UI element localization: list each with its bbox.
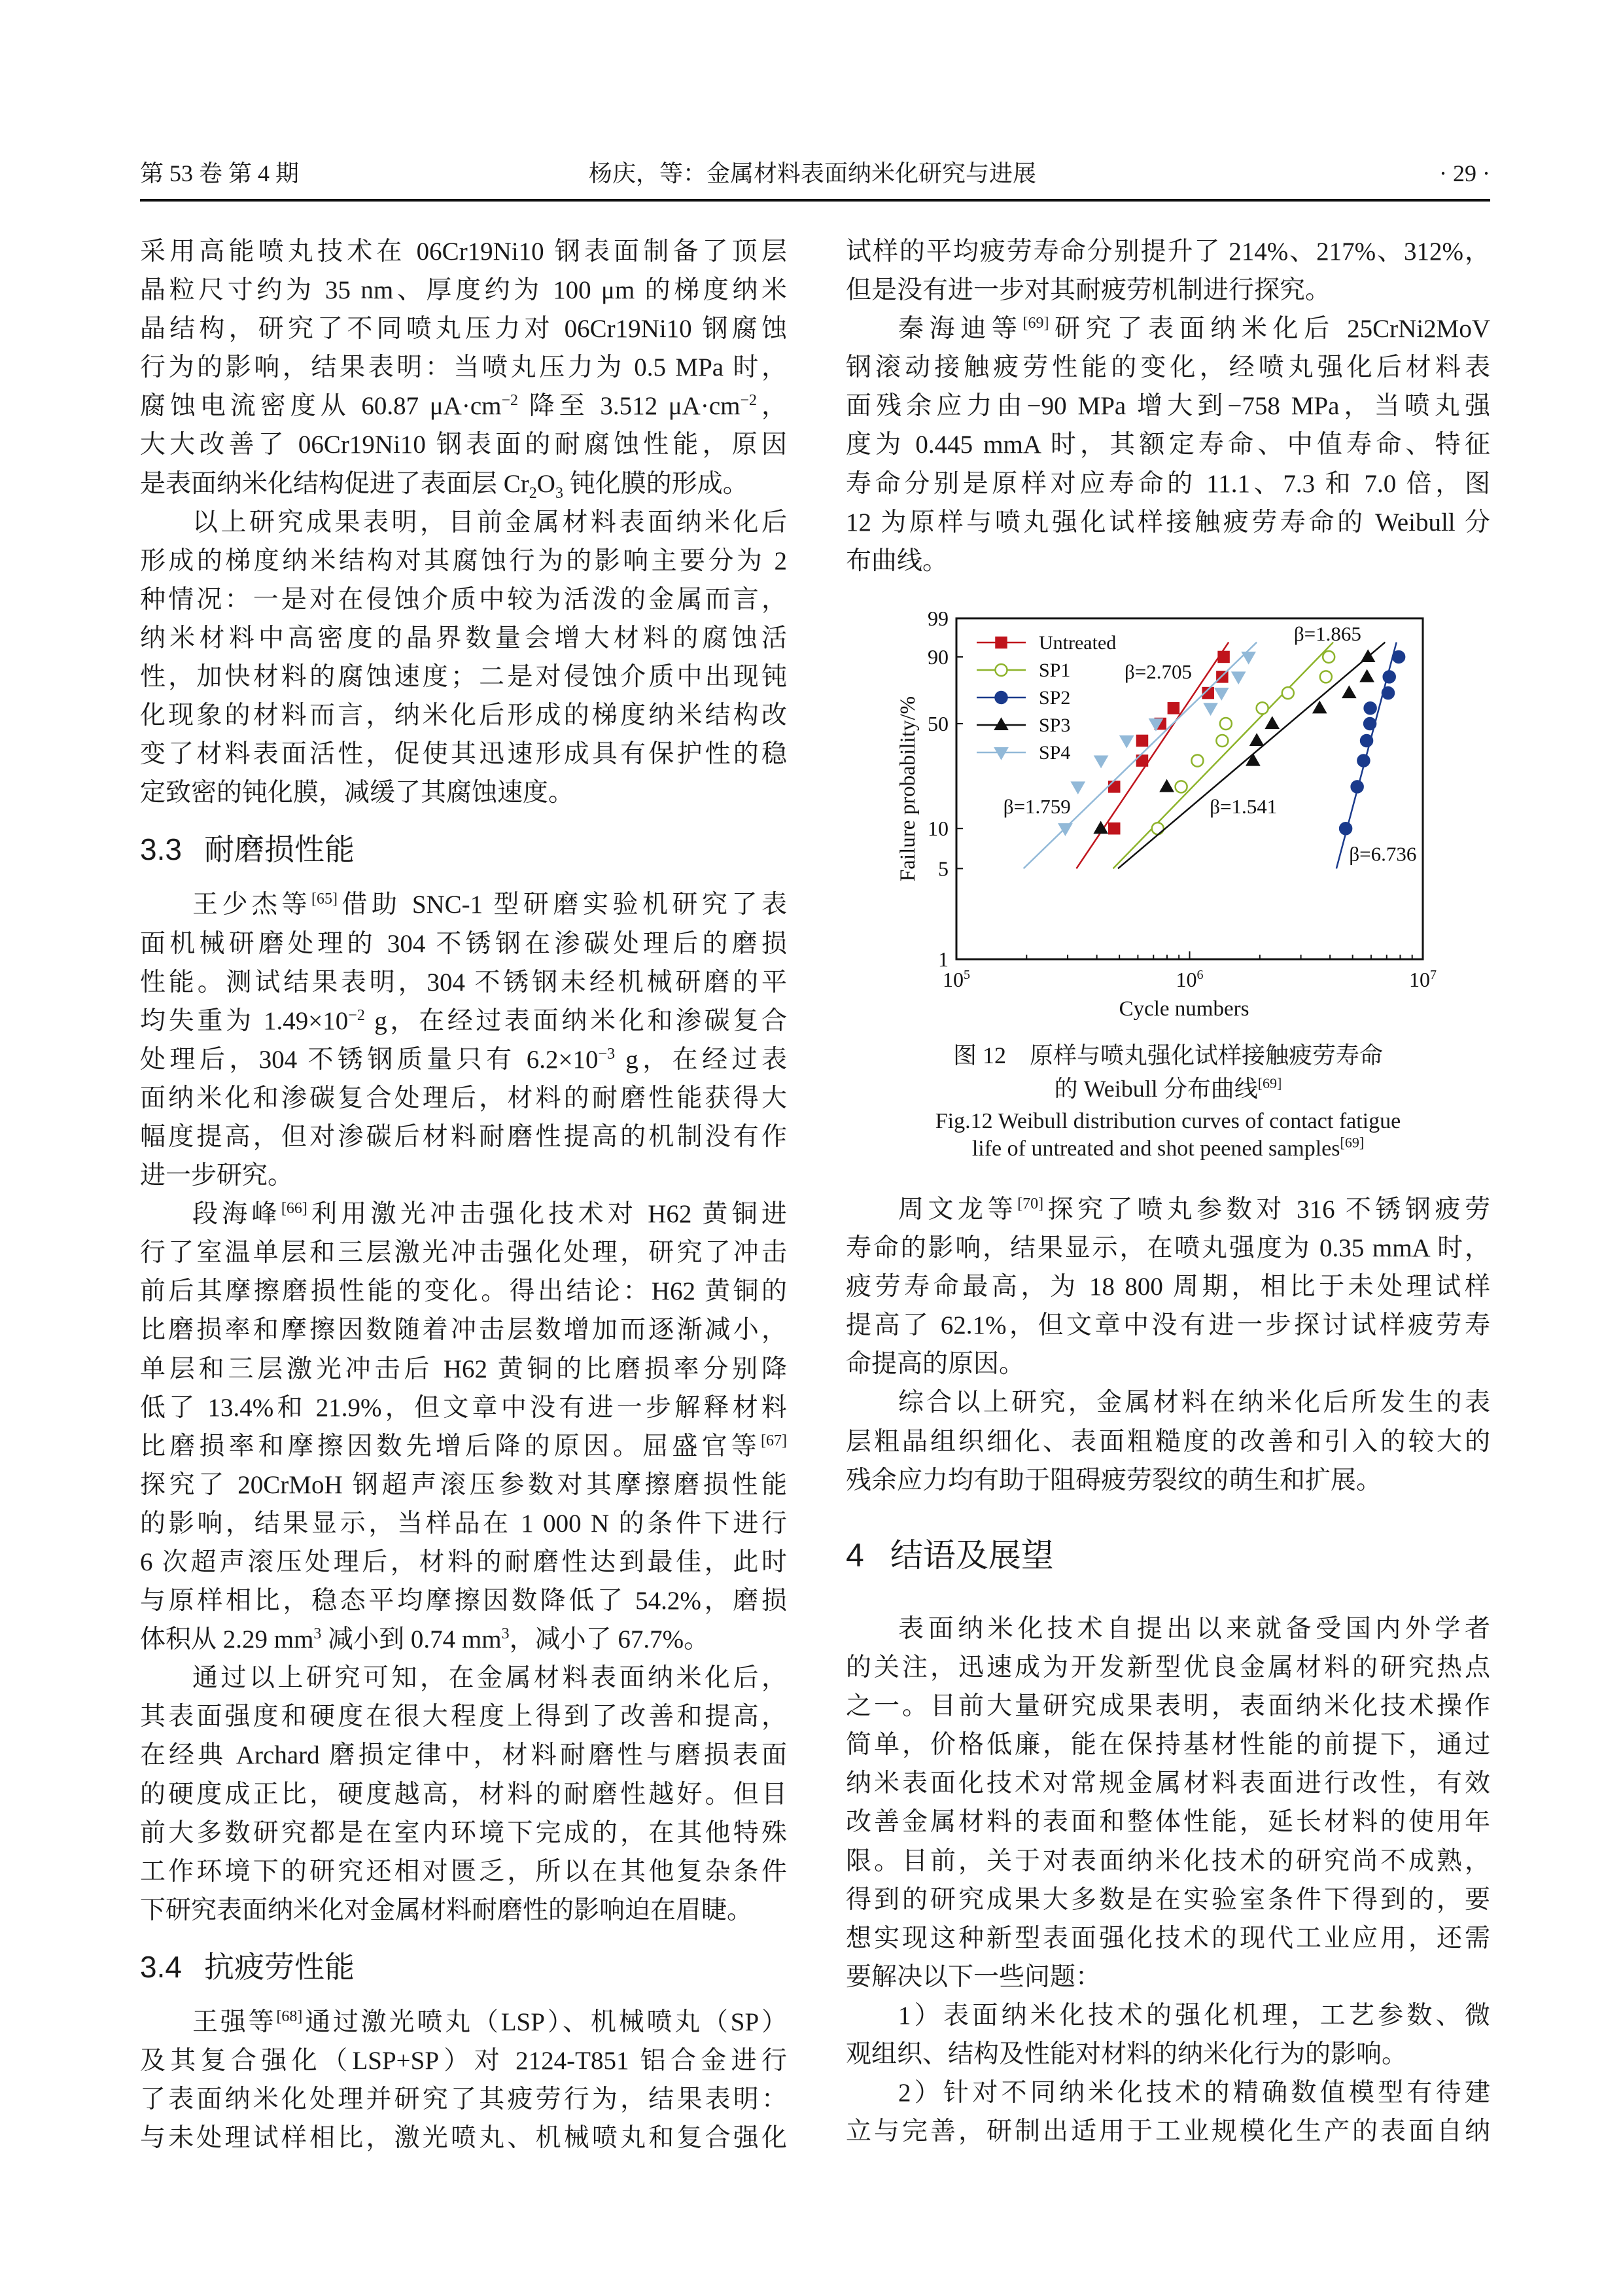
data-point-sp2: [1357, 755, 1369, 767]
legend-label: SP2: [1039, 687, 1071, 709]
text-line: 段海峰[66]利用激光冲击强化技术对 H62 黄铜进: [192, 1200, 787, 1229]
text-line: 纳米材料中高密度的晶界数量会增大材料的腐蚀活: [140, 624, 787, 652]
text-line: 疲劳寿命最高，为 18 800 周期，相比于未处理试样: [846, 1273, 1490, 1301]
text-line: 其表面强度和硬度在很大程度上得到了改善和提高，: [140, 1703, 787, 1731]
paragraph: [846, 309, 1490, 580]
data-point-sp3: [1266, 718, 1278, 728]
text-line: 但是没有进一步对其耐疲劳机制进行探究。: [846, 276, 1331, 305]
paragraph: [846, 1383, 1490, 1499]
paragraph: [140, 503, 787, 813]
paragraph: [140, 2003, 787, 2157]
text-line: 采用高能喷丸技术在 06Cr19Ni10 钢表面制备了顶层: [140, 238, 787, 266]
data-point-sp3: [1095, 822, 1107, 833]
header-rule: [140, 199, 1490, 202]
text-line: 大大改善了 06Cr19Ni10 钢表面的耐腐蚀性能，原因: [140, 431, 787, 459]
text-line: 比磨损率和摩擦因数先增后降的原因。屈盛官等[67]: [140, 1432, 787, 1460]
text-line: 种情况：一是对在侵蚀介质中较为活泼的金属而言，: [140, 585, 787, 614]
data-point-sp1: [1216, 735, 1228, 747]
text-line: 幅度提高，但对渗碳后材料耐磨性提高的机制没有作: [140, 1122, 787, 1151]
text-line: 体积从 2.29 $mm^3$ 减小到 0.74 $mm^3$，减小了 67.7%。: [140, 1625, 710, 1654]
paragraph: [140, 885, 787, 1195]
data-point-sp4: [1232, 673, 1244, 683]
text-line: 了表面纳米化处理并研究了其疲劳行为，结果表明：: [140, 2085, 787, 2114]
data-point-sp1: [1152, 822, 1164, 834]
x-axis-label: Cycle numbers: [1119, 997, 1249, 1021]
x-tick-label: $10^7$: [1409, 968, 1437, 991]
text-line: 限。目前，关于对表面纳米化技术的研究尚不成熟，: [846, 1846, 1490, 1875]
superscript: [69]: [1257, 1075, 1282, 1091]
data-point-sp3: [1343, 687, 1355, 698]
text-line: 面机械研磨处理的 304 不锈钢在渗碳处理后的磨损: [140, 929, 787, 958]
weibull-chart: [877, 589, 1465, 1034]
superscript: [69]: [1022, 315, 1049, 332]
y-tick-label: 5: [938, 857, 949, 881]
paragraph: [140, 1195, 787, 1659]
legend-marker: [996, 664, 1007, 676]
text-line: 表面纳米化技术自提出以来就备受国内外学者: [898, 1615, 1490, 1643]
paragraph: [846, 1190, 1490, 1383]
data-point-sp3: [1161, 781, 1172, 791]
data-point-sp3: [1314, 702, 1325, 713]
y-axis-label: Failure probability/%: [896, 696, 920, 882]
text-line: 寿命的影响，结果显示，在喷丸强度为 0.35 mmA 时，: [846, 1234, 1490, 1263]
text-line: 的关注，迅速成为开发新型优良金属材料的研究热点: [846, 1653, 1490, 1682]
data-point-sp1: [1191, 755, 1203, 767]
text-line: 及其复合强化（LSP+SP）对 2124-T851 铝合金进行: [140, 2047, 787, 2075]
text-line: 王强等[68]通过激光喷丸（LSP）、机械喷丸（SP）: [192, 2007, 787, 2036]
data-point-sp2: [1365, 702, 1376, 714]
text-line: 综合以上研究，金属材料在纳米化后所发生的表: [898, 1388, 1490, 1417]
text-line: 下研究表面纳米化对金属材料耐磨性的影响迫在眉睫。: [140, 1896, 753, 1924]
y-tick-label: 99: [928, 607, 949, 630]
paragraph: [846, 1996, 1490, 2074]
text-line: 布曲线。: [846, 546, 949, 575]
text-line: 通过以上研究可知，在金属材料表面纳米化后，: [192, 1664, 787, 1693]
data-point-sp3: [1361, 671, 1372, 681]
legend-label: SP4: [1039, 742, 1071, 764]
legend-label: SP3: [1039, 715, 1071, 736]
text-line: 纳米表面化技术对常规金属材料表面进行改性，有效: [846, 1769, 1490, 1798]
text-line: 前大多数研究都是在室内环境下完成的，在其他特殊: [140, 1818, 787, 1847]
data-point-sp4: [1072, 783, 1084, 793]
text-line: 行了室温单层和三层激光冲击强化处理，研究了冲击: [140, 1239, 787, 1267]
text-line: 改善金属材料的表面和整体性能，延长材料的使用年: [846, 1808, 1490, 1837]
section-number: 4: [846, 1537, 864, 1574]
text-line: 与未处理试样相比，激光喷丸、机械喷丸和复合强化: [140, 2124, 787, 2153]
text-line: 残余应力均有助于阻碍疲劳裂纹的萌生和扩展。: [846, 1466, 1382, 1494]
text-line: 晶粒尺寸约为 35 nm、厚度约为 100 μm 的梯度纳米: [140, 276, 787, 305]
legend-marker: [996, 692, 1007, 703]
text-line: 度为 0.445 mmA 时，其额定寿命、中值寿命、特征: [846, 431, 1490, 459]
text-line: 性能。测试结果表明，304 不锈钢未经机械研磨的平: [140, 968, 787, 997]
subscript: 2: [529, 484, 537, 502]
data-point-sp2: [1352, 781, 1363, 792]
data-point-untreated: [1109, 823, 1119, 834]
data-point-untreated: [1168, 703, 1179, 713]
text-line: 以上研究成果表明，目前金属材料表面纳米化后: [192, 508, 787, 537]
section-title: 结语及展望: [890, 1537, 1054, 1574]
beta-annotation: β=1.759: [1003, 794, 1071, 818]
superscript: 3: [313, 1625, 322, 1643]
data-point-sp3: [1251, 735, 1263, 745]
text-line: 周文龙等[70]探究了喷丸参数对 316 不锈钢疲劳: [898, 1195, 1490, 1224]
text-line: 面纳米化和渗碳复合处理后，材料的耐磨性能获得大: [140, 1084, 787, 1112]
text-line: 王少杰等[65]借助 SNC-1 型研磨实验机研究了表: [192, 891, 787, 919]
text-line: 探究了 20CrMoH 钢超声滚压参数对其摩擦磨损性能: [140, 1470, 787, 1499]
paragraph: [140, 232, 787, 503]
figure-caption-zh-line1: 图 12 原样与喷丸强化试样接触疲劳寿命: [952, 1042, 1383, 1069]
text-line: 工作环境下的研究还相对匮乏，所以在其他复杂条件: [140, 1857, 787, 1886]
text-line: 的影响，结果显示，当样品在 1 000 N 的条件下进行: [140, 1509, 787, 1538]
data-point-sp4: [1242, 652, 1254, 663]
data-point-sp2: [1384, 671, 1395, 682]
text-line: 面残余应力由−90 MPa 增大到−758 MPa，当喷丸强: [846, 392, 1490, 421]
beta-annotation: β=1.865: [1293, 622, 1361, 646]
text-line: 命提高的原因。: [846, 1350, 1025, 1379]
text-line: 寿命分别是原样对应寿命的 11.1、7.3 和 7.0 倍，图: [846, 469, 1490, 498]
header-running-title: 杨庆，等：金属材料表面纳米化研究与进展: [589, 160, 1037, 186]
x-tick-label: $10^6$: [1176, 968, 1204, 991]
text-line: 试样的平均疲劳寿命分别提升了 214%、217%、312%，: [846, 238, 1490, 266]
superscript: −2: [740, 392, 758, 410]
text-line: 与原样相比，稳态平均摩擦因数降低了 54.2%，磨损: [140, 1587, 787, 1616]
text-line: 秦海迪等[69]研究了表面纳米化后 25CrNi2MoV: [898, 315, 1490, 344]
text-line: 观组织、结构及性能对材料的纳米化行为的影响。: [846, 2040, 1408, 2069]
data-point-sp1: [1282, 687, 1294, 699]
data-point-sp1: [1320, 671, 1332, 682]
text-line: 在经典 Archard 磨损定律中，材料耐磨性与磨损表面: [140, 1741, 787, 1770]
data-point-sp1: [1257, 702, 1268, 714]
beta-annotation: β=1.541: [1210, 794, 1278, 818]
header-page-number: · 29 ·: [1439, 160, 1490, 186]
text-line: 钢滚动接触疲劳性能的变化，经喷丸强化后材料表: [846, 353, 1490, 382]
section-title: 抗疲劳性能: [203, 1949, 355, 1984]
text-line: 要解决以下一些问题：: [846, 1962, 1102, 1991]
section-4-heading: [846, 1534, 1054, 1576]
paragraph: [846, 232, 1490, 309]
superscript: −3: [598, 1045, 616, 1063]
text-line: 1）表面纳米化技术的强化机理，工艺参数、微: [898, 2001, 1490, 2030]
superscript: −2: [348, 1006, 365, 1024]
data-point-sp2: [1364, 718, 1376, 730]
text-line: 立与完善，研制出适用于工业规模化生产的表面自纳: [846, 2117, 1490, 2146]
data-point-untreated: [1137, 735, 1147, 746]
text-line: 性，加快材料的腐蚀速度；二是对侵蚀介质中出现钝: [140, 663, 787, 692]
data-point-sp1: [1176, 781, 1187, 792]
text-line: 定致密的钝化膜，减缓了其腐蚀速度。: [140, 779, 574, 807]
data-point-sp4: [1121, 736, 1132, 747]
text-line: 层粗晶组织细化、表面粗糙度的改善和引入的较大的: [846, 1427, 1490, 1456]
paragraph: [846, 1610, 1490, 1996]
section-heading: [140, 1930, 787, 2003]
text-line: 腐蚀电流密度从 60.87 $\mu A\cdot cm^{-2}$ 降至 3.512 $\mu A\cdot cm^{-2}$，: [140, 392, 787, 421]
text-line: 比磨损率和摩擦因数随着冲击层数增加而逐渐减小，: [140, 1316, 787, 1345]
figure-caption-en-line1: Fig.12 Weibull distribution curves of contact fatigue: [935, 1109, 1401, 1133]
right-column-bottom: [846, 1610, 1490, 2151]
paragraph: [846, 2074, 1490, 2151]
text-line: 化现象的材料而言，纳米化后形成的梯度纳米结构改: [140, 701, 787, 730]
text-line: 是表面纳米化结构促进了表面层 $Cr_2O_3$ 钝化膜的形成。: [140, 469, 748, 502]
data-point-sp2: [1393, 651, 1405, 663]
data-point-sp2: [1382, 687, 1394, 699]
text-line: 2）针对不同纳米化技术的精确数值模型有待建: [898, 2079, 1490, 2108]
text-line: 晶结构，研究了不同喷丸压力对 06Cr19Ni10 钢腐蚀: [140, 315, 787, 344]
text-line: 的硬度成正比，硬度越高，材料的耐磨性越好。但目: [140, 1780, 787, 1809]
section-title: 耐磨损性能: [203, 832, 355, 867]
section-heading: [140, 812, 787, 885]
data-point-untreated: [1219, 652, 1229, 662]
y-tick-label: 10: [928, 817, 949, 841]
text-line: 简单，价格低廉，能在保持基材性能的前提下，通过: [846, 1731, 1490, 1759]
superscript: [65]: [311, 891, 338, 908]
right-column-middle: [846, 1190, 1490, 1500]
data-point-sp1: [1220, 718, 1232, 730]
paragraph: [140, 1659, 787, 1930]
beta-annotation: β=2.705: [1125, 660, 1193, 684]
text-line: 进一步研究。: [140, 1161, 294, 1190]
superscript: [70]: [1017, 1195, 1044, 1212]
left-column: [140, 232, 787, 2157]
text-line: 均失重为 $1.49\times 10^{-2}$ g，在经过表面纳米化和渗碳复合: [140, 1006, 787, 1035]
section-number: 3.4: [140, 1949, 182, 1984]
figure-caption-zh-line2: 的 Weibull 分布曲线[69]: [1054, 1075, 1282, 1102]
legend-label: Untreated: [1039, 632, 1117, 654]
text-line: 处理后，304 不锈钢质量只有 $6.2\times 10^{-3}$ g，在经过表: [140, 1045, 787, 1074]
beta-annotation: β=6.736: [1349, 842, 1417, 866]
legend-marker: [996, 637, 1007, 648]
data-point-sp3: [1247, 754, 1259, 765]
text-line: 12 为原样与喷丸强化试样接触疲劳寿命的 Weibull 分: [846, 508, 1490, 537]
figure-caption-en-line2: life of untreated and shot peened samples[69]: [971, 1134, 1365, 1161]
x-tick-label: $10^5$: [943, 968, 970, 991]
subscript: 3: [555, 484, 563, 502]
superscript: [66]: [281, 1200, 307, 1218]
text-line: 想实现这种新型表面强化技术的现代工业应用，还需: [846, 1924, 1490, 1952]
text-line: 低了 13.4%和 21.9%，但文章中没有进一步解释材料: [140, 1393, 787, 1422]
right-column-top: [846, 232, 1490, 580]
text-line: 6 次超声滚压处理后，材料的耐磨性达到最佳，此时: [140, 1548, 787, 1576]
text-line: 之一。目前大量研究成果表明，表面纳米化技术操作: [846, 1692, 1490, 1721]
superscript: −2: [501, 392, 519, 410]
text-line: 变了材料表面活性，促使其迅速形成具有保护性的稳: [140, 740, 787, 769]
text-line: 得到的研究成果大多数是在实验室条件下得到的，要: [846, 1885, 1490, 1914]
superscript: 3: [501, 1625, 510, 1643]
section-number: 3.3: [140, 832, 182, 867]
data-point-sp4: [1204, 703, 1216, 714]
data-point-sp1: [1323, 651, 1335, 663]
superscript: [68]: [276, 2007, 303, 2025]
data-point-sp4: [1215, 688, 1227, 699]
superscript: [67]: [761, 1432, 787, 1449]
y-tick-label: 1: [938, 947, 949, 971]
text-line: 提高了 62.1%，但文章中没有进一步探讨试样疲劳寿: [846, 1311, 1490, 1340]
text-line: 形成的梯度纳米结构对其腐蚀行为的影响主要分为 2: [140, 546, 787, 575]
y-tick-label: 50: [928, 712, 949, 736]
text-line: 前后其摩擦磨损性能的变化。得出结论：H62 黄铜的: [140, 1277, 787, 1306]
data-point-sp2: [1340, 822, 1352, 834]
header-volume-issue: 第 53 卷 第 4 期: [140, 160, 300, 186]
text-line: 单层和三层激光冲击后 H62 黄铜的比磨损率分别降: [140, 1354, 787, 1383]
y-tick-label: 90: [928, 645, 949, 669]
data-point-sp2: [1361, 735, 1372, 747]
superscript: [69]: [1340, 1134, 1365, 1151]
data-point-sp4: [1095, 756, 1107, 767]
text-line: 行为的影响，结果表明：当喷丸压力为 0.5 MPa 时，: [140, 353, 787, 382]
legend-label: SP1: [1039, 660, 1071, 681]
